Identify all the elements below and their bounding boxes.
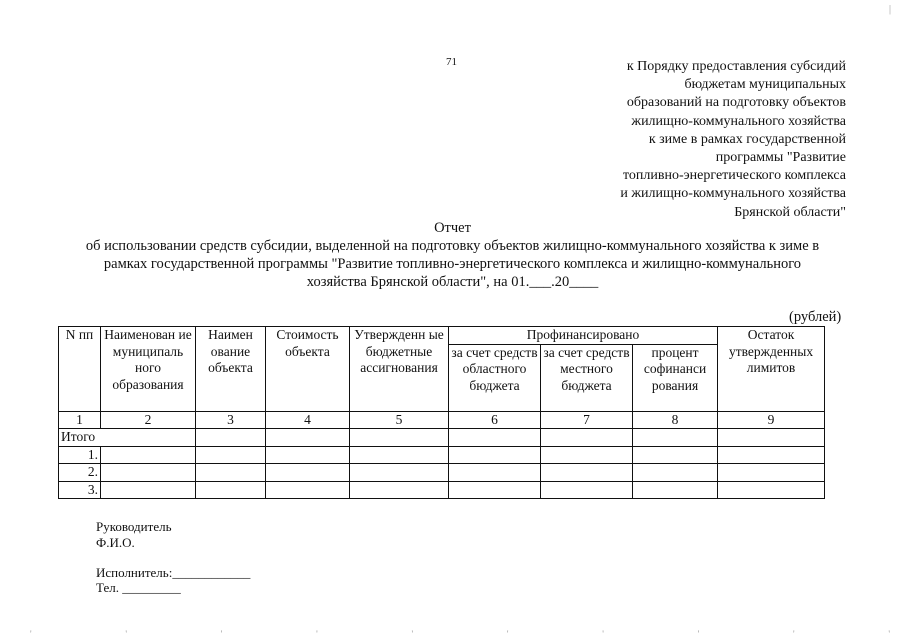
table-cell bbox=[541, 481, 633, 499]
header-municipality: Наименован ие муниципаль ного образования bbox=[101, 327, 196, 412]
column-number: 6 bbox=[449, 411, 541, 429]
phone-field: Тел. _________ bbox=[96, 580, 181, 595]
appendix-note-line: программы "Развитие bbox=[715, 150, 846, 166]
units-label: (рублей) bbox=[789, 309, 842, 325]
table-cell bbox=[449, 481, 541, 499]
column-number: 9 bbox=[718, 411, 825, 429]
row-number: 2. bbox=[59, 464, 101, 482]
title-line: об использовании средств субсидии, выделенной на подготовку объектов жилищно-коммунального хозяйства к зиме в bbox=[85, 238, 820, 254]
title-line: хозяйства Брянской области", на 01.___.20____ bbox=[306, 274, 599, 290]
row-number: 3. bbox=[59, 481, 101, 499]
column-number: 3 bbox=[196, 411, 266, 429]
header-number: N пп bbox=[59, 327, 101, 412]
table-cell bbox=[633, 429, 718, 447]
report-title bbox=[40, 219, 865, 291]
table-cell bbox=[633, 481, 718, 499]
table-cell bbox=[718, 481, 825, 499]
executor-field: Исполнитель:____________ bbox=[96, 565, 251, 580]
column-number: 1 bbox=[59, 411, 101, 429]
header-object-cost: Стоимость объекта bbox=[266, 327, 350, 412]
header-approved-allocations: Утвержденн ые бюджетные ассигнования bbox=[350, 327, 449, 412]
fio-label: Ф.И.О. bbox=[96, 535, 135, 550]
table-cell bbox=[541, 429, 633, 447]
table-cell bbox=[350, 481, 449, 499]
table-cell bbox=[541, 464, 633, 482]
table-cell bbox=[196, 464, 266, 482]
title-heading: Отчет bbox=[434, 220, 471, 236]
table-row bbox=[59, 481, 825, 499]
header-financed-group: Профинансировано bbox=[449, 327, 718, 345]
page-number: 71 bbox=[446, 56, 457, 68]
table-cell bbox=[350, 446, 449, 464]
column-number: 2 bbox=[101, 411, 196, 429]
appendix-note-line: жилищно-коммунального хозяйства bbox=[631, 113, 846, 129]
scan-artifacts: ' ' ' ' ' ' ' ' ' ' bbox=[30, 629, 890, 639]
table-row bbox=[59, 446, 825, 464]
column-number: 7 bbox=[541, 411, 633, 429]
appendix-note bbox=[560, 58, 846, 222]
table-row bbox=[59, 464, 825, 482]
table-cell bbox=[718, 464, 825, 482]
header-remaining-limits: Остаток утвержденных лимитов bbox=[718, 327, 825, 412]
appendix-note-line: к Порядку предоставления субсидий bbox=[626, 59, 846, 74]
column-number: 5 bbox=[350, 411, 449, 429]
header-cofinancing-percent: процент софинанси рования bbox=[633, 344, 718, 411]
appendix-note-line: Брянской области" bbox=[734, 204, 846, 220]
table-cell bbox=[266, 429, 350, 447]
report-table bbox=[58, 326, 825, 499]
table-cell bbox=[196, 429, 266, 447]
table-cell bbox=[196, 446, 266, 464]
header-regional-budget: за счет средств областного бюджета bbox=[449, 344, 541, 411]
appendix-note-line: к зиме в рамках государственной bbox=[648, 131, 846, 147]
table-cell bbox=[541, 446, 633, 464]
table-cell bbox=[101, 464, 196, 482]
row-number: 1. bbox=[59, 446, 101, 464]
appendix-note-line: топливно-энергетического комплекса bbox=[623, 168, 846, 184]
table-cell bbox=[266, 464, 350, 482]
header-local-budget: за счет средств местного бюджета bbox=[541, 344, 633, 411]
table-cell bbox=[449, 429, 541, 447]
table-cell bbox=[350, 429, 449, 447]
table-cell bbox=[350, 464, 449, 482]
table-cell bbox=[449, 446, 541, 464]
header-object-name: Наимен ование объекта bbox=[196, 327, 266, 412]
table-cell bbox=[196, 481, 266, 499]
column-number: 8 bbox=[633, 411, 718, 429]
appendix-note-line: и жилищно-коммунального хозяйства bbox=[620, 186, 846, 202]
table-row-total bbox=[59, 429, 825, 447]
table-cell bbox=[266, 481, 350, 499]
table-cell bbox=[718, 429, 825, 447]
appendix-note-line: бюджетам муниципальных bbox=[684, 77, 846, 93]
table-cell bbox=[449, 464, 541, 482]
table-cell bbox=[633, 464, 718, 482]
table-cell bbox=[101, 481, 196, 499]
appendix-note-line: образований на подготовку объектов bbox=[626, 95, 846, 111]
table-cell bbox=[101, 446, 196, 464]
title-line: рамках государственной программы "Развитие топливно-энергетического комплекса и жилищно-коммунального bbox=[103, 256, 802, 272]
head-label: Руководитель bbox=[96, 519, 172, 534]
table-cell bbox=[633, 446, 718, 464]
table-cell bbox=[266, 446, 350, 464]
margin-mark: | bbox=[889, 4, 892, 15]
table-cell bbox=[718, 446, 825, 464]
total-label: Итого bbox=[59, 429, 196, 447]
column-number: 4 bbox=[266, 411, 350, 429]
